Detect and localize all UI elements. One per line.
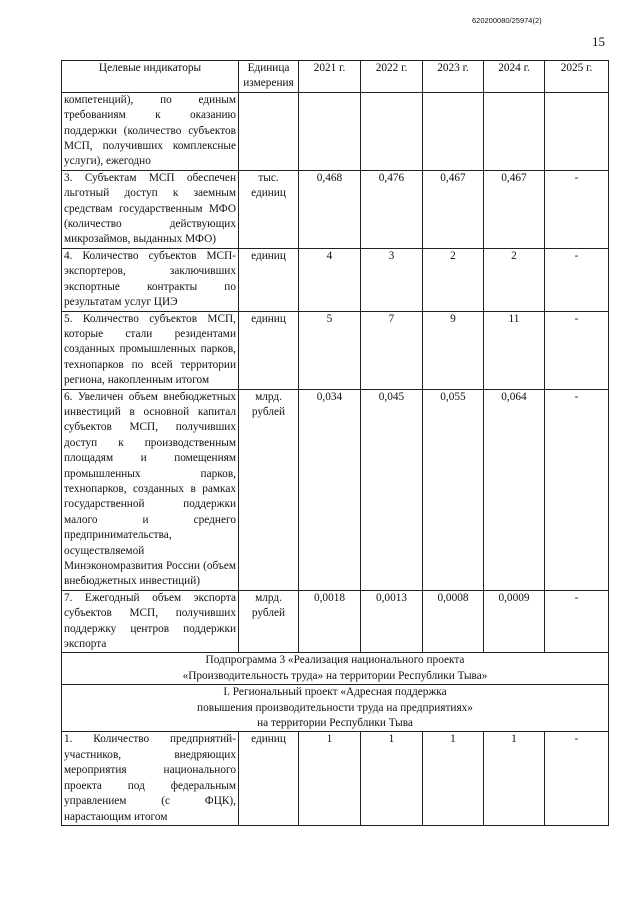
indicator-description: 5. Количество субъектов МСП, которые стали резидентами созданных промышленных парков, технопарков по всей территории региона, накопленным итогом bbox=[62, 311, 239, 389]
value-2025: - bbox=[545, 311, 609, 389]
value-2021 bbox=[299, 92, 361, 170]
value-2024: 11 bbox=[484, 311, 545, 389]
header-indicators: Целевые индикаторы bbox=[62, 61, 239, 93]
value-2022: 1 bbox=[361, 732, 423, 825]
regional-project-line-3: на территории Республики Тыва bbox=[257, 717, 413, 730]
header-unit: Единица измерения bbox=[239, 61, 299, 93]
value-2023: 2 bbox=[423, 248, 484, 311]
regional-project-row bbox=[62, 685, 609, 732]
value-2025: - bbox=[545, 389, 609, 590]
table-row bbox=[62, 389, 609, 590]
value-2024 bbox=[484, 92, 545, 170]
table-row bbox=[62, 248, 609, 311]
value-2023: 9 bbox=[423, 311, 484, 389]
value-2021: 4 bbox=[299, 248, 361, 311]
subprogram-heading bbox=[62, 653, 609, 685]
page-number: 15 bbox=[592, 34, 605, 49]
value-2021: 0,468 bbox=[299, 170, 361, 248]
indicator-unit: млрд. рублей bbox=[239, 590, 299, 653]
value-2021: 0,0018 bbox=[299, 590, 361, 653]
indicator-unit: тыс. единиц bbox=[239, 170, 299, 248]
value-2025: - bbox=[545, 732, 609, 825]
table-row bbox=[62, 590, 609, 653]
value-2024: 0,064 bbox=[484, 389, 545, 590]
indicator-description: 7. Ежегодный объем экспорта субъектов МСП, получивших поддержку центров поддержки экспорта bbox=[62, 590, 239, 653]
value-2024: 0,0009 bbox=[484, 590, 545, 653]
value-2021: 0,034 bbox=[299, 389, 361, 590]
indicators-table bbox=[61, 60, 609, 826]
header-2025: 2025 г. bbox=[545, 61, 609, 93]
value-2022: 0,0013 bbox=[361, 590, 423, 653]
indicator-description: 6. Увеличен объем внебюджетных инвестиций в основной капитал субъектов МСП, получивших доступ к производственным площадям и помещениям промышленных парков, технопарков, созданных в рамках государственной поддержки малого и среднего предпринимательства, осуществляемой Минэкономразвития России (объем внебюджетных инвестиций) bbox=[62, 389, 239, 590]
subprogram-line-2: «Производительность труда» на территории Республики Тыва» bbox=[182, 669, 488, 682]
value-2024: 2 bbox=[484, 248, 545, 311]
regional-project-heading bbox=[62, 685, 609, 732]
value-2023 bbox=[423, 92, 484, 170]
indicator-unit: единиц bbox=[239, 248, 299, 311]
indicator-description: 4. Количество субъектов МСП-экспортеров, заключивших экспортные контракты по результатам услуг ЦИЭ bbox=[62, 248, 239, 311]
value-2022 bbox=[361, 92, 423, 170]
indicator-unit: единиц bbox=[239, 732, 299, 825]
value-2022: 3 bbox=[361, 248, 423, 311]
table-row bbox=[62, 311, 609, 389]
value-2021: 1 bbox=[299, 732, 361, 825]
value-2024: 1 bbox=[484, 732, 545, 825]
indicator-description: 3. Субъектам МСП обеспечен льготный доступ к заемным средствам государственным МФО (количество действующих микрозаймов, выданных МФО) bbox=[62, 170, 239, 248]
subprogram-row bbox=[62, 653, 609, 685]
header-row bbox=[62, 61, 609, 93]
value-2025 bbox=[545, 92, 609, 170]
value-2023: 1 bbox=[423, 732, 484, 825]
value-2025: - bbox=[545, 590, 609, 653]
header-2024: 2024 г. bbox=[484, 61, 545, 93]
value-2022: 0,476 bbox=[361, 170, 423, 248]
header-2022: 2022 г. bbox=[361, 61, 423, 93]
value-2022: 7 bbox=[361, 311, 423, 389]
value-2023: 0,055 bbox=[423, 389, 484, 590]
indicator-unit bbox=[239, 92, 299, 170]
indicator-unit: единиц bbox=[239, 311, 299, 389]
value-2023: 0,0008 bbox=[423, 590, 484, 653]
indicator-description: компетенций), по единым требованиям к оказанию поддержки (количество субъектов МСП, получивших комплексные услуги), ежегодно bbox=[62, 92, 239, 170]
value-2022: 0,045 bbox=[361, 389, 423, 590]
value-2024: 0,467 bbox=[484, 170, 545, 248]
table-row bbox=[62, 92, 609, 170]
header-2021: 2021 г. bbox=[299, 61, 361, 93]
indicator-description: 1. Количество предприятий-участников, внедряющих мероприятия национального проекта под федеральным управлением (с ФЦК), нарастающим итогом bbox=[62, 732, 239, 825]
table-row bbox=[62, 732, 609, 825]
document-id: 620200080/25974(2) bbox=[472, 16, 542, 25]
table-row bbox=[62, 170, 609, 248]
regional-project-line-1: I. Региональный проект «Адресная поддержка bbox=[223, 686, 447, 699]
subprogram-line-1: Подпрограмма 3 «Реализация национального проекта bbox=[205, 654, 465, 667]
value-2025: - bbox=[545, 248, 609, 311]
value-2023: 0,467 bbox=[423, 170, 484, 248]
value-2021: 5 bbox=[299, 311, 361, 389]
value-2025: - bbox=[545, 170, 609, 248]
indicator-unit: млрд. рублей bbox=[239, 389, 299, 590]
header-2023: 2023 г. bbox=[423, 61, 484, 93]
regional-project-line-2: повышения производительности труда на предприятиях» bbox=[197, 701, 473, 714]
